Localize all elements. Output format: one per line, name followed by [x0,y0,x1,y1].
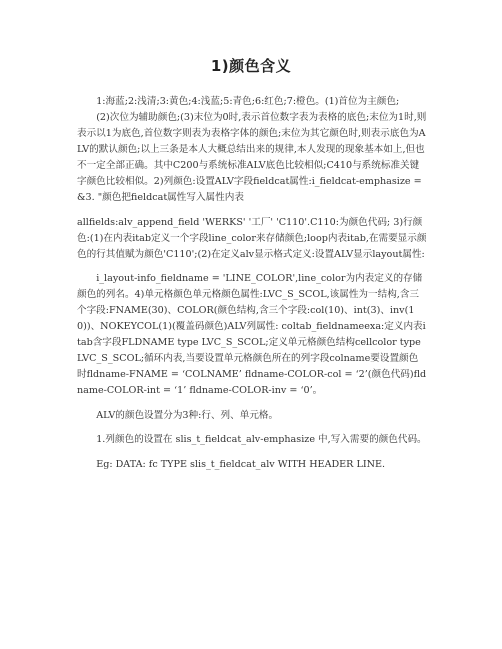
paragraph-color-types: ALV的颜色设置分为3种:行、列、单元格。 [96,409,279,421]
document-body [77,94,427,481]
document-title: 1)颜色含义 [210,57,292,75]
paragraph-color-codes: 1:海蓝;2:浅清;3:黄色;4:浅蓝;5:青色;6:红色;7:橙色。(1)首位为主颜色; [96,96,400,107]
paragraph-example: Eg: DATA: fc TYPE slis_t_fieldcat_alv WITH HEADER LINE. [96,458,386,470]
paragraph-column-color: 1.列颜色的设置在 slis_t_fieldcat_alv-emphasize 中,写入需要的颜色代码。 [96,434,427,445]
paragraph-row-color: allfields:alv_append_field 'WERKS' '工厂' 'C110'.C110:为颜色代码; 3)行颜色:(1)在内表itab定义一个字段line_color来存储颜色;loop内表itab,在需要显示颜色的行其值赋为颜色'C110';(2)在定义alv显示格式定义:设置ALV显示layout属性: [77,216,427,260]
paragraph-cell-color: i_layout-info_fieldname = 'LINE_COLOR',line_color为内表定义的存储颜色的列名。4)单元格颜色单元格颜色属性:LVC_S_SCOL,该属性为一结构,含三个字段:FNAME(30)、COLOR(颜色结构,含三个字段:col(10)、int(3)、inv(10))、NOKEYCOL(1)(覆盖码颜色)ALV列属性: coltab_fieldnameexa:定义内表itab含字段FLDNAME type LVC_S_SCOL;定义单元格颜色结构cellcolor type LVC_S_SCOL;循环内表,当要设置单元格颜色所在的列字段colname要设置颜色时fldname-FNAME = ‘COLNAME’ fldname-COLOR-col = ‘2’(颜色代码)fldname-COLOR-int = ‘1’ fldname-COLOR-inv = ‘0’。 [77,273,427,396]
paragraph-color-rules: (2)次位为辅助颜色;(3)末位为0时,表示首位数字表为表格的底色;末位为1时,则表示以1为底色,首位数字则表为表格字体的颜色;末位为其它颜色时,则表示底色为ALV的默认颜色;以上三条是本人大概总结出来的规律,本人发现的现象基本如上,但也不一定全部正确。其中C200与系统标准ALV底色比较相似;C410与系统标准关键字颜色比较相似。2)列颜色:设置ALV字段fieldcat属性:i_fieldcat-emphasize = &3. "颜色把fieldcat属性写入属性内表 [77,112,427,203]
